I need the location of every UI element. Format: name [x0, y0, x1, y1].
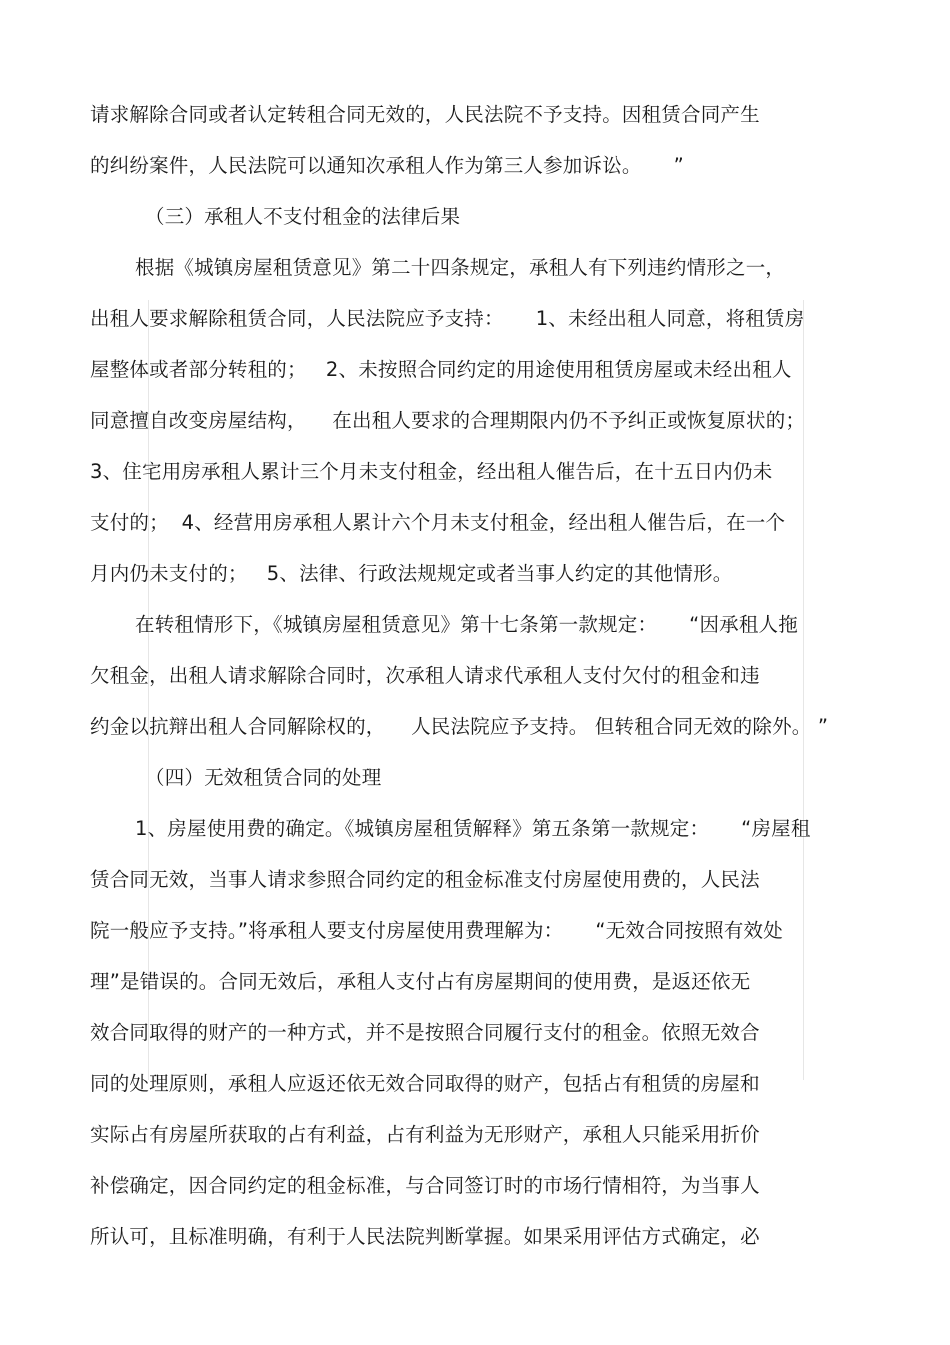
- body-line: 约金以抗辩出租人合同解除权的， 人民法院应予支持。 但转租合同无效的除外。 ”: [90, 715, 829, 738]
- body-line: 请求解除合同或者认定转租合同无效的，人民法院不予支持。因租赁合同产生: [90, 103, 760, 126]
- paragraph-first-line: 1、房屋使用费的确定。《城镇房屋租赁解释》第五条第一款规定： “房屋租: [135, 817, 811, 840]
- body-line: 理”是错误的。合同无效后，承租人支付占有房屋期间的使用费，是返还依无: [90, 970, 751, 993]
- section-heading-4: （四）无效租赁合同的处理: [145, 766, 382, 789]
- body-line: 月内仍未支付的； 5、法律、行政法规规定或者当事人约定的其他情形。: [90, 562, 733, 585]
- body-line: 3、住宅用房承租人累计三个月未支付租金，经出租人催告后，在十五日内仍未: [90, 460, 773, 483]
- section-heading-3: （三）承租人不支付租金的法律后果: [145, 205, 461, 228]
- body-line: 欠租金，出租人请求解除合同时，次承租人请求代承租人支付欠付的租金和违: [90, 664, 760, 687]
- paragraph-first-line: 在转租情形下，《城镇房屋租赁意见》第十七条第一款规定： “因承租人拖: [135, 613, 798, 636]
- body-line: 赁合同无效，当事人请求参照合同约定的租金标准支付房屋使用费的，人民法: [90, 868, 760, 891]
- body-line: 支付的； 4、经营用房承租人累计六个月未支付租金，经出租人催告后，在一个: [90, 511, 786, 534]
- body-line: 实际占有房屋所获取的占有利益，占有利益为无形财产，承租人只能采用折价: [90, 1123, 760, 1146]
- body-line: 效合同取得的财产的一种方式，并不是按照合同履行支付的租金。依照无效合: [90, 1021, 760, 1044]
- body-line: 同意擅自改变房屋结构， 在出租人要求的合理期限内仍不予纠正或恢复原状的；: [90, 409, 806, 432]
- body-line: 院一般应予支持。”将承租人要支付房屋使用费理解为： “无效合同按照有效处: [90, 919, 783, 942]
- body-line: 所认可，且标准明确，有利于人民法院判断掌握。如果采用评估方式确定，必: [90, 1225, 760, 1248]
- body-line: 出租人要求解除租赁合同，人民法院应予支持： 1、未经出租人同意，将租赁房: [90, 307, 805, 330]
- body-line: 屋整体或者部分转租的； 2、未按照合同约定的用途使用租赁房屋或未经出租人: [90, 358, 792, 381]
- body-line: 同的处理原则，承租人应返还依无效合同取得的财产，包括占有租赁的房屋和: [90, 1072, 760, 1095]
- paragraph-first-line: 根据《城镇房屋租赁意见》第二十四条规定，承租人有下列违约情形之一，: [135, 256, 786, 279]
- body-line: 的纠纷案件，人民法院可以通知次承租人作为第三人参加诉讼。 ”: [90, 154, 684, 177]
- body-line: 补偿确定，因合同约定的租金标准，与合同签订时的市场行情相符，为当事人: [90, 1174, 760, 1197]
